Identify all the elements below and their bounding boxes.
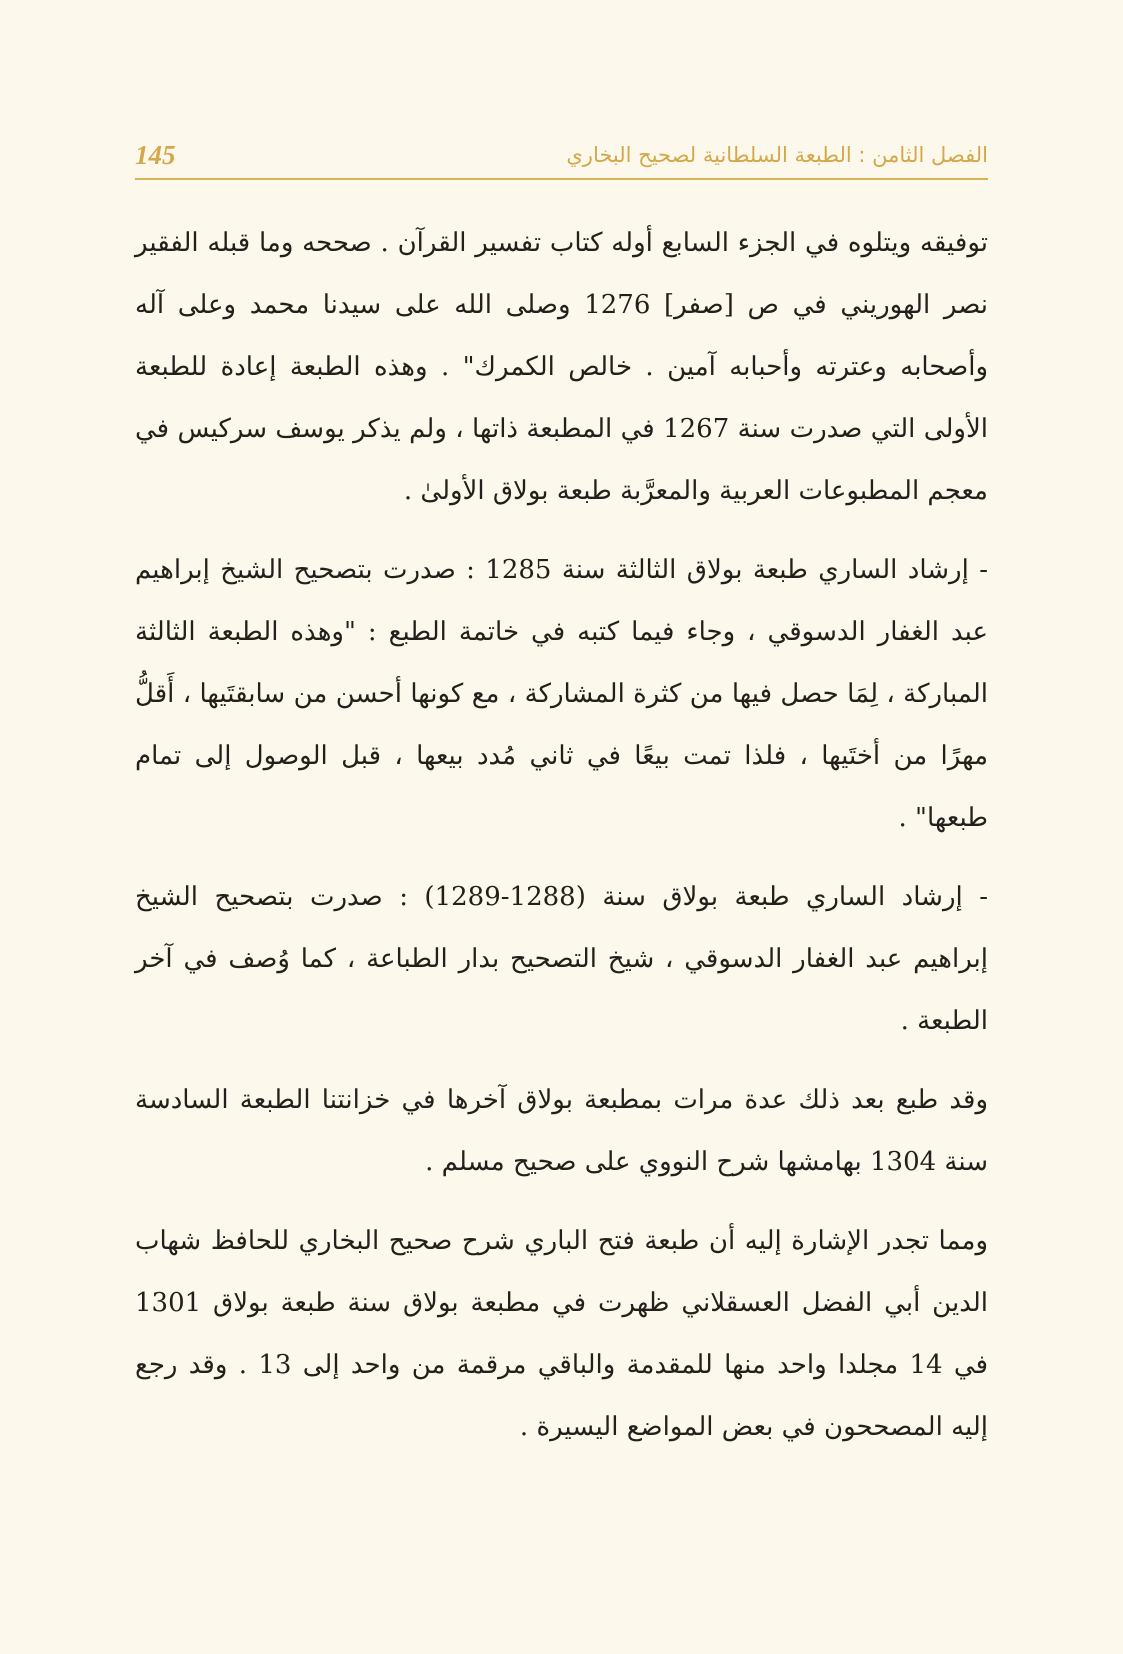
page-number: 145 bbox=[135, 140, 176, 170]
paragraph-3: - إرشاد الساري طبعة بولاق سنة (1288-1289) : صدرت بتصحيح الشيخ إبراهيم عبد الغفار الدسوقي ، شيخ التصحيح بدار الطباعة ، كما وُصف في آخر الطبعة . bbox=[135, 882, 988, 1036]
chapter-title: الفصل الثامن : الطبعة السلطانية لصحيح البخاري bbox=[566, 143, 988, 167]
body-text bbox=[135, 212, 988, 1475]
book-page bbox=[135, 0, 988, 1654]
paragraph-4: وقد طبع بعد ذلك عدة مرات بمطبعة بولاق آخرها في خزانتنا الطبعة السادسة سنة 1304 بهامشها شرح النووي على صحيح مسلم . bbox=[135, 1085, 988, 1177]
running-header bbox=[135, 138, 988, 180]
paragraph-1: توفيقه ويتلوه في الجزء السابع أوله كتاب تفسير القرآن . صححه وما قبله الفقير نصر الهوريني في ص [صفر] 1276 وصلى الله على سيدنا محمد وعلى آله وأصحابه وعترته وأحبابه آمين . خالص الكمرك" . وهذه الطبعة إعادة للطبعة الأولى التي صدرت سنة 1267 في المطبعة ذاتها ، ولم يذكر يوسف سركيس في معجم المطبوعات العربية والمعرَّبة طبعة بولاق الأولىٰ . bbox=[135, 228, 988, 506]
paragraph-5: ومما تجدر الإشارة إليه أن طبعة فتح الباري شرح صحيح البخاري للحافظ شهاب الدين أبي الفضل العسقلاني ظهرت في مطبعة بولاق سنة طبعة بولاق 1301 في 14 مجلدا واحد منها للمقدمة والباقي مرقمة من واحد إلى 13 . وقد رجع إليه المصححون في بعض المواضع اليسيرة . bbox=[135, 1226, 988, 1442]
paragraph-2: - إرشاد الساري طبعة بولاق الثالثة سنة 1285 : صدرت بتصحيح الشيخ إبراهيم عبد الغفار الدسوقي ، وجاء فيما كتبه في خاتمة الطبع : "وهذه الطبعة الثالثة المباركة ، لِمَا حصل فيها من كثرة المشاركة ، مع كونها أحسن من سابقتَيها ، أَقلُّ مهرًا من أختَيها ، فلذا تمت بيعًا في ثاني مُدد بيعها ، قبل الوصول إلى تمام طبعها" . bbox=[135, 555, 988, 833]
